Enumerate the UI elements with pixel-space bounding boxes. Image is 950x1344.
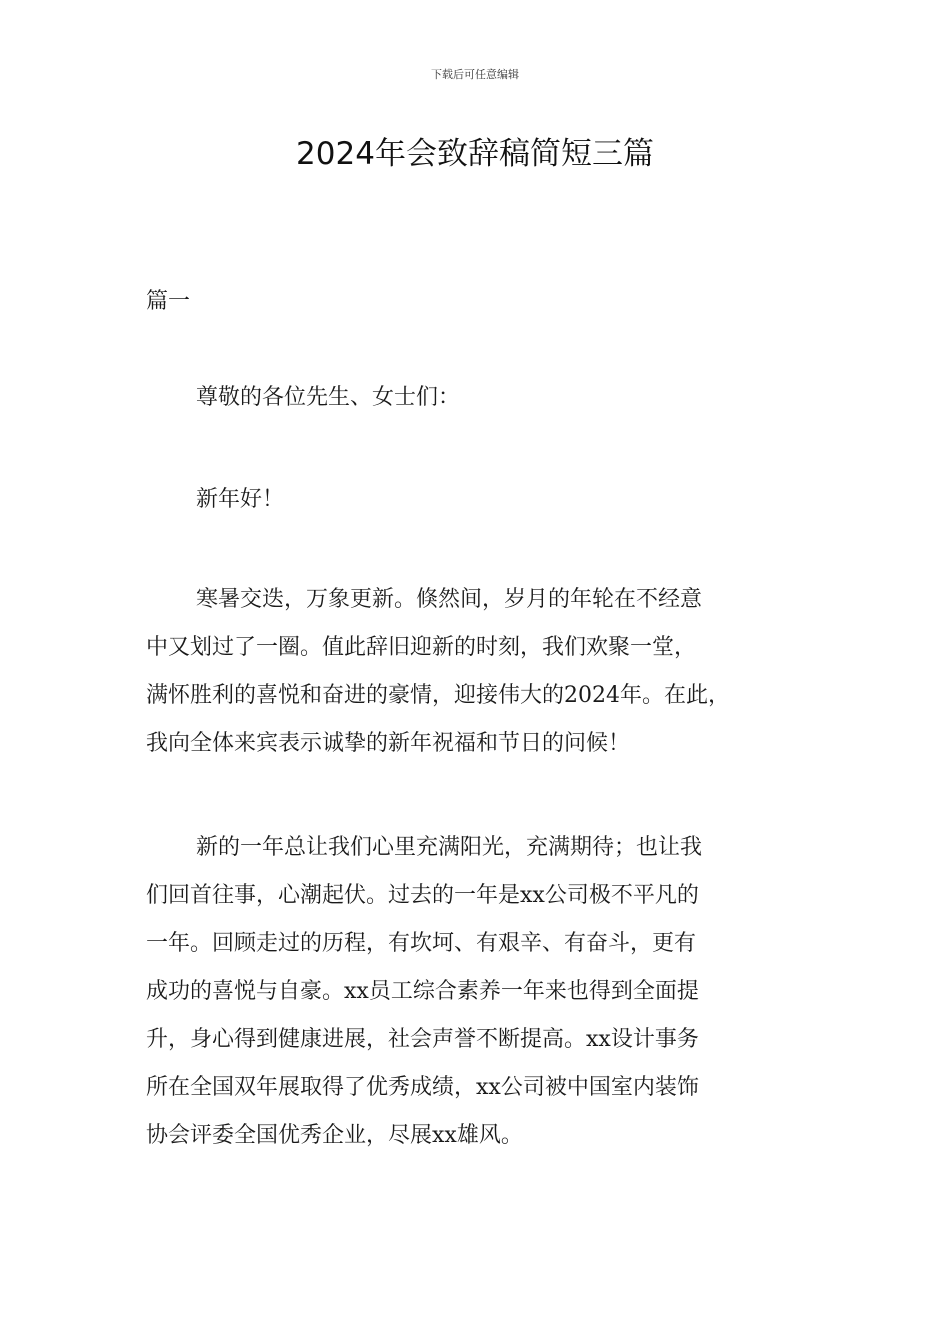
paragraph-line: 所在全国双年展取得了优秀成绩，xx公司被中国室内装饰 xyxy=(146,1075,699,1100)
paragraph-line: 寒暑交迭，万象更新。倏然间，岁月的年轮在不经意 xyxy=(196,587,703,612)
paragraph-line: 我向全体来宾表示诚挚的新年祝福和节日的问候！ xyxy=(146,731,631,756)
paragraph-line: 们回首往事，心潮起伏。过去的一年是xx公司极不平凡的 xyxy=(146,883,699,908)
document-title: 2024年会致辞稿简短三篇 xyxy=(296,136,654,172)
paragraph-line: 新的一年总让我们心里充满阳光，充满期待；也让我 xyxy=(196,835,703,860)
paragraph-line: 协会评委全国优秀企业，尽展xx雄风。 xyxy=(146,1123,523,1148)
paragraph-line: 满怀胜利的喜悦和奋进的豪情，迎接伟大的2024年。在此， xyxy=(146,683,730,708)
body-paragraph-1 xyxy=(146,576,816,768)
new-year-paragraph xyxy=(146,476,816,524)
paragraph-line: 中又划过了一圈。值此辞旧迎新的时刻，我们欢聚一堂， xyxy=(146,635,697,660)
section-heading: 篇一 xyxy=(146,289,191,314)
new-year-line: 新年好！ xyxy=(196,487,285,512)
greeting-paragraph xyxy=(146,374,816,422)
paragraph-line: 一年。回顾走过的历程，有坎坷、有艰辛、有奋斗，更有 xyxy=(146,931,697,956)
paragraph-line: 成功的喜悦与自豪。xx员工综合素养一年来也得到全面提 xyxy=(146,979,699,1004)
body-paragraph-2 xyxy=(146,824,816,1160)
greeting-line: 尊敬的各位先生、女士们： xyxy=(196,385,461,410)
paragraph-line: 升，身心得到健康进展，社会声誉不断提高。xx设计事务 xyxy=(146,1027,699,1052)
header-note: 下载后可任意编辑 xyxy=(431,68,519,81)
